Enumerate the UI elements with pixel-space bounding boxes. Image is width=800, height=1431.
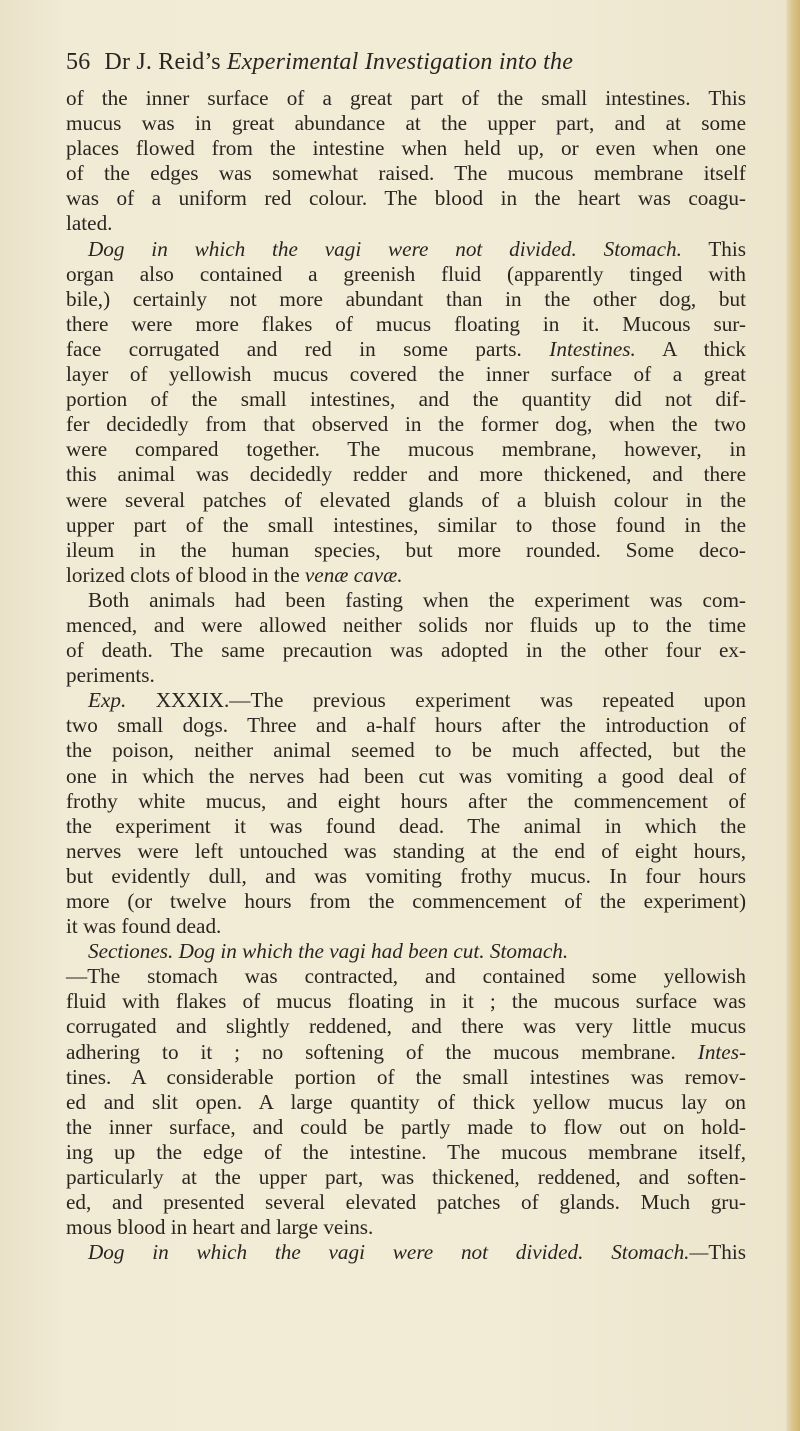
italic-run: Sectiones. Dog in which the vagi had been cut. Stomach. [88, 939, 569, 964]
text-line [66, 337, 746, 362]
text-line: particularly at the upper part, was thickened, reddened, and soften- [66, 1165, 746, 1190]
text-line: the experiment it was found dead. The animal in which the [66, 813, 746, 838]
text-line: bile,) certainly not more abundant than in the other dog, but [66, 286, 746, 311]
text-line: corrugated and slightly reddened, and there was very little mucus [66, 1014, 746, 1039]
header-title: Experimental Investigation into the [226, 49, 574, 75]
italic-run: Stomach. [603, 236, 682, 261]
italic-run: Exp. [88, 688, 127, 713]
text-line: was of a uniform red colour. The blood in the heart was coagu- [66, 186, 746, 211]
page-number: 56 [66, 49, 91, 75]
text-line: there were more flakes of mucus floating in it. Mucous sur- [66, 311, 746, 336]
text-line: more (or twelve hours from the commencement of the experiment) [66, 889, 746, 913]
text-line: periments. [66, 663, 155, 688]
header-author: Dr J. Reid’s [104, 49, 221, 75]
text-run: A thick [662, 336, 747, 361]
text-line: the poison, neither animal seemed to be much affected, but the [66, 738, 746, 763]
text-line: it was found dead. [66, 914, 222, 939]
text-line: were several patches of elevated glands of a bluish colour in the [66, 487, 746, 512]
running-header [66, 49, 573, 76]
text-run: lorized clots of blood in the [66, 562, 300, 587]
text-run: This [708, 236, 747, 261]
text-line: upper part of the small intestines, similar to those found in the [66, 512, 746, 537]
text-line: tines. A considerable portion of the small intestines was remov- [66, 1064, 746, 1089]
text-line: —The stomach was contracted, and contained some yellowish [66, 964, 746, 989]
text-line: portion of the small intestines, and the quantity did not dif- [66, 387, 746, 412]
text-line [66, 237, 746, 262]
text-line: ileum in the human species, but more rounded. Some deco- [66, 537, 746, 562]
text-line: were compared together. The mucous membrane, however, in [66, 437, 746, 462]
text-line: nerves were left untouched was standing at the end of eight hours, [66, 838, 746, 863]
text-line: mucus was in great abundance at the upper part, and at some [66, 111, 746, 136]
text-line: ed and slit open. A large quantity of thick yellow mucus lay on [66, 1089, 746, 1114]
text-line: lated. [66, 211, 113, 236]
text-line: ed, and presented several elevated patches of glands. Much gru- [66, 1190, 746, 1215]
italic-run: Dog in which the vagi were not divided. Stomach.— [88, 1240, 709, 1265]
italic-run: Dog in which the vagi were not divided. [88, 236, 577, 261]
text-line: of death. The same precaution was adopted in the other four ex- [66, 638, 746, 663]
text-line: menced, and were allowed neither solids nor fluids up to the time [66, 612, 746, 637]
text-line: of the edges was somewhat raised. The mucous membrane itself [66, 161, 746, 186]
text-line: Both animals had been fasting when the experiment was com- [88, 587, 746, 612]
text-run: adhering to it ; no softening of the mucous membrane. [66, 1039, 676, 1064]
text-line: two small dogs. Three and a-half hours after the introduction of [66, 713, 746, 738]
page-edge [786, 0, 800, 1431]
text-line [66, 688, 746, 713]
italic-run: venæ cavæ. [304, 562, 403, 587]
text-line [66, 1240, 746, 1265]
text-line [66, 939, 746, 964]
text-line: fer decidedly from that observed in the former dog, when the two [66, 412, 746, 437]
text-run: XXXIX.—The previous experiment was repeated upon [155, 688, 746, 713]
text-line: places flowed from the intestine when held up, or even when one [66, 136, 746, 161]
text-line [66, 1040, 746, 1065]
text-line: fluid with flakes of mucus floating in it ; the mucous surface was [66, 989, 746, 1014]
text-line: organ also contained a greenish fluid (apparently tinged with [66, 261, 746, 286]
text-line: ing up the edge of the intestine. The mucous membrane itself, [66, 1139, 746, 1164]
text-line: layer of yellowish mucus covered the inner surface of a great [66, 362, 746, 387]
text-line: one in which the nerves had been cut was vomiting a good deal of [66, 763, 746, 788]
body-text [66, 86, 746, 1265]
text-line: of the inner surface of a great part of the small intestines. This [66, 86, 746, 110]
italic-run: Intes- [697, 1039, 747, 1064]
text-line [66, 563, 746, 588]
text-line: this animal was decidedly redder and more thickened, and there [66, 462, 746, 487]
text-line: mous blood in heart and large veins. [66, 1215, 374, 1240]
italic-run: Intestines. [549, 336, 636, 361]
text-line: frothy white mucus, and eight hours after the commencement of [66, 788, 746, 813]
text-line: the inner surface, and could be partly made to flow out on hold- [66, 1114, 746, 1139]
text-run: This [708, 1240, 746, 1265]
text-line: but evidently dull, and was vomiting frothy mucus. In four hours [66, 863, 746, 888]
text-run: face corrugated and red in some parts. [66, 336, 522, 361]
